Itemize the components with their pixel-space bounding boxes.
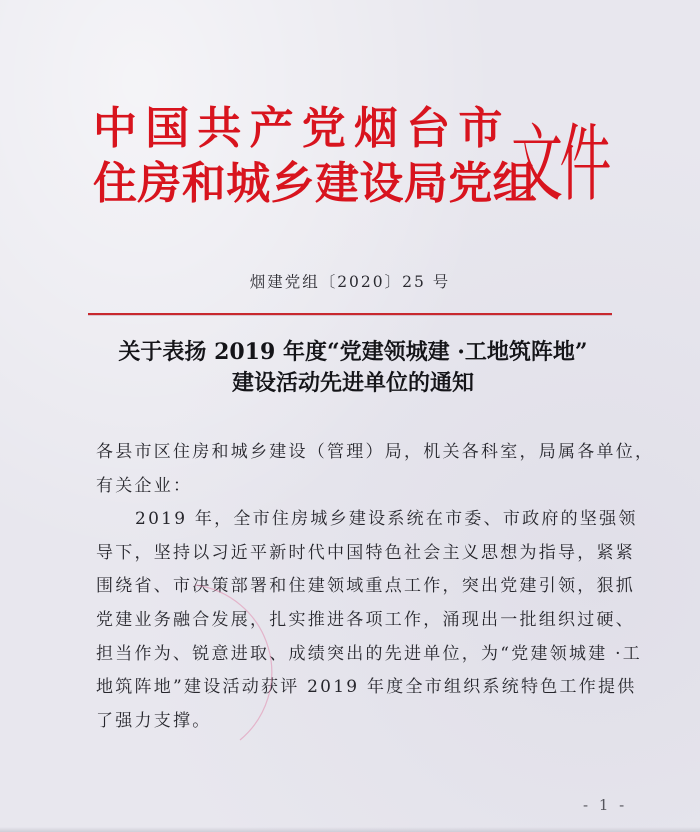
document-number: 烟建党组〔2020〕25 号 — [249, 273, 451, 291]
masthead-document-label: 文件 — [511, 115, 608, 213]
paragraph-line: 担当作为、锐意进取、成绩突出的先进单位，为“党建领城建 ·工 — [96, 643, 642, 664]
document-title — [88, 337, 618, 399]
paragraph-line: 地筑阵地”建设活动获评 2019 年度全市组织系统特色工作提供 — [96, 677, 637, 698]
masthead-line-2: 住房和城乡建设局党组 — [93, 158, 537, 209]
red-masthead — [93, 102, 623, 217]
paragraph-line: 导下，坚持以习近平新时代中国特色社会主义思想为指导，紧紧 — [96, 542, 635, 563]
scan-bottom-edge — [0, 827, 700, 832]
title-line-2: 建设活动先进单位的通知 — [231, 370, 474, 396]
paragraph-line: 围绕省、市决策部署和住建领域重点工作，突出党建引领，狠抓 — [96, 576, 635, 597]
document-body — [96, 436, 655, 738]
salutation-line: 各县市区住房和城乡建设（管理）局，机关各科室，局属各单位， — [96, 442, 655, 462]
title-line-1: 关于表扬 2019 年度“党建领城建 ·工地筑阵地” — [118, 339, 588, 365]
paragraph-line: 2019 年，全市住房城乡建设系统在市委、市政府的坚强领 — [135, 509, 638, 530]
red-divider-rule — [88, 313, 612, 315]
page-number: - 1 - — [583, 796, 628, 814]
salutation-line: 有关企业： — [96, 475, 193, 496]
paragraph-line: 党建业务融合发展，扎实推进各项工作，涌现出一批组织过硬、 — [96, 609, 635, 630]
masthead-line-1: 中国共产党烟台市 — [93, 103, 511, 154]
paragraph-line: 了强力支撑。 — [96, 710, 212, 731]
